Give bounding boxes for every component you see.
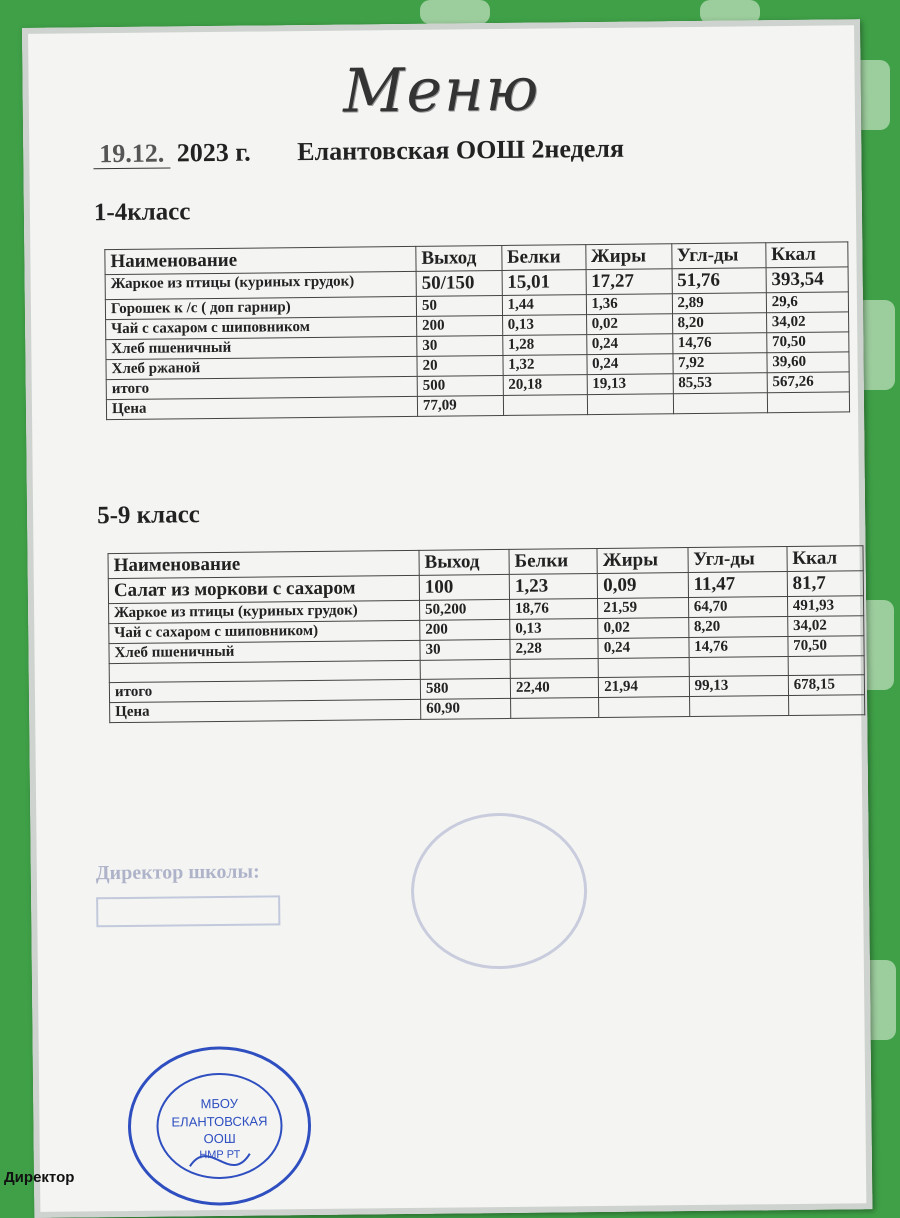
menu-title: Меню bbox=[342, 54, 541, 127]
column-header: Наименование bbox=[108, 550, 419, 578]
value-cell: 20 bbox=[417, 355, 503, 376]
value-cell: 8,20 bbox=[688, 617, 787, 638]
column-header: Белки bbox=[509, 549, 598, 575]
faint-stamp-box bbox=[96, 895, 280, 927]
item-name-cell: Чай с сахаром с шиповником bbox=[106, 316, 417, 339]
value-cell: 21,59 bbox=[598, 598, 689, 619]
value-cell bbox=[598, 658, 689, 678]
menu-year: 2023 г. bbox=[176, 137, 251, 168]
value-cell: 22,40 bbox=[510, 677, 598, 698]
faint-director-text: Директор школы: bbox=[95, 860, 260, 885]
value-cell bbox=[420, 659, 510, 679]
column-header: Выход bbox=[419, 549, 509, 575]
column-header: Ккал bbox=[766, 242, 849, 268]
value-cell: 34,02 bbox=[766, 312, 848, 333]
menu-table-1-4 bbox=[104, 241, 850, 420]
item-name-cell: Хлеб пшеничный bbox=[109, 640, 420, 663]
value-cell bbox=[587, 394, 673, 415]
value-cell: 0,13 bbox=[510, 619, 598, 640]
value-cell: 580 bbox=[420, 678, 510, 699]
value-cell: 50,200 bbox=[420, 599, 510, 620]
item-name-cell: Салат из моркови с сахаром bbox=[108, 575, 419, 603]
value-cell: 51,76 bbox=[672, 268, 766, 294]
value-cell: 0,13 bbox=[502, 315, 586, 336]
value-cell: 0,24 bbox=[586, 354, 672, 375]
header-line bbox=[93, 134, 624, 170]
value-cell: 1,23 bbox=[509, 574, 598, 600]
value-cell: 70,50 bbox=[766, 332, 848, 353]
value-cell bbox=[510, 658, 598, 678]
value-cell: 64,70 bbox=[688, 597, 787, 618]
value-cell bbox=[788, 695, 864, 716]
value-cell: 200 bbox=[417, 315, 503, 336]
column-header: Наименование bbox=[105, 246, 416, 274]
value-cell: 11,47 bbox=[688, 572, 787, 598]
faint-round-stamp bbox=[410, 812, 588, 970]
value-cell: 81,7 bbox=[787, 571, 864, 597]
item-name-cell: Чай с сахаром с шиповником) bbox=[109, 620, 420, 643]
value-cell: 99,13 bbox=[689, 676, 788, 697]
value-cell: 7,92 bbox=[672, 353, 766, 374]
value-cell: 1,36 bbox=[586, 294, 672, 315]
background-pattern bbox=[420, 0, 490, 24]
column-header: Выход bbox=[416, 245, 502, 271]
value-cell: 29,6 bbox=[766, 292, 848, 313]
round-stamp bbox=[119, 1035, 321, 1207]
item-name-cell: Цена bbox=[110, 699, 421, 722]
column-header: Жиры bbox=[585, 244, 671, 270]
value-cell: 50 bbox=[416, 295, 502, 316]
column-header: Угл-ды bbox=[688, 547, 787, 573]
value-cell bbox=[599, 697, 690, 718]
value-cell: 30 bbox=[417, 335, 503, 356]
value-cell: 2,28 bbox=[510, 638, 598, 659]
value-cell: 30 bbox=[420, 639, 510, 660]
value-cell: 2,89 bbox=[672, 293, 766, 314]
value-cell: 19,13 bbox=[587, 374, 673, 395]
value-cell: 15,01 bbox=[502, 270, 586, 296]
value-cell: 678,15 bbox=[788, 675, 864, 696]
menu-table-5-9 bbox=[108, 545, 866, 723]
value-cell: 200 bbox=[420, 619, 510, 640]
value-cell: 500 bbox=[417, 375, 503, 396]
item-name-cell: итого bbox=[106, 376, 417, 399]
value-cell: 0,24 bbox=[586, 334, 672, 355]
section-title-5-9: 5-9 класс bbox=[96, 501, 200, 530]
value-cell: 18,76 bbox=[510, 599, 598, 620]
value-cell: 50/150 bbox=[416, 270, 502, 296]
menu-sheet bbox=[22, 19, 872, 1218]
column-header: Ккал bbox=[787, 546, 864, 572]
director-label: Директор bbox=[4, 1169, 75, 1186]
value-cell: 60,90 bbox=[421, 698, 511, 719]
item-name-cell: Горошек к /с ( доп гарнир) bbox=[105, 296, 416, 319]
value-cell: 0,24 bbox=[598, 638, 689, 659]
item-name-cell: итого bbox=[109, 679, 420, 702]
value-cell: 14,76 bbox=[689, 637, 788, 658]
stamp-abbr: ООШ bbox=[203, 1130, 236, 1147]
value-cell bbox=[689, 696, 788, 717]
value-cell: 393,54 bbox=[766, 267, 849, 293]
value-cell: 17,27 bbox=[586, 269, 672, 295]
value-cell: 0,02 bbox=[598, 618, 689, 639]
stamp-name: ЕЛАНТОВСКАЯ bbox=[171, 1113, 268, 1130]
value-cell: 1,44 bbox=[502, 295, 586, 316]
value-cell: 20,18 bbox=[503, 375, 587, 396]
value-cell: 34,02 bbox=[787, 616, 863, 637]
value-cell: 77,09 bbox=[417, 395, 503, 416]
menu-date: 19.12. bbox=[93, 138, 170, 169]
value-cell: 8,20 bbox=[672, 313, 766, 334]
value-cell: 70,50 bbox=[788, 636, 864, 657]
column-header: Белки bbox=[501, 245, 585, 271]
value-cell: 491,93 bbox=[787, 596, 863, 617]
value-cell: 85,53 bbox=[673, 373, 767, 394]
value-cell: 100 bbox=[419, 574, 509, 600]
value-cell bbox=[673, 393, 767, 414]
column-header: Угл-ды bbox=[671, 243, 765, 269]
value-cell bbox=[503, 395, 587, 416]
section-title-1-4: 1-4класс bbox=[93, 198, 191, 227]
value-cell bbox=[689, 657, 788, 677]
value-cell: 567,26 bbox=[767, 372, 849, 393]
item-name-cell: Хлеб ржаной bbox=[106, 356, 417, 379]
column-header: Жиры bbox=[597, 548, 688, 574]
value-cell: 0,09 bbox=[598, 573, 689, 599]
school-name: Елантовская ООШ 2неделя bbox=[297, 133, 625, 167]
value-cell: 14,76 bbox=[672, 333, 766, 354]
stamp-region: НМР РТ bbox=[199, 1148, 241, 1162]
value-cell bbox=[767, 392, 849, 413]
value-cell: 21,94 bbox=[599, 677, 690, 698]
item-name-cell: Цена bbox=[106, 396, 417, 419]
value-cell: 0,02 bbox=[586, 314, 672, 335]
item-name-cell: Жаркое из птицы (куриных грудок) bbox=[109, 600, 420, 623]
stamp-org: МБОУ bbox=[200, 1095, 239, 1112]
value-cell bbox=[788, 656, 864, 676]
value-cell: 1,28 bbox=[502, 335, 586, 356]
value-cell bbox=[511, 697, 599, 718]
item-name-cell: Жаркое из птицы (куриных грудок) bbox=[105, 271, 416, 299]
value-cell: 39,60 bbox=[767, 352, 849, 373]
item-name-cell: Хлеб пшеничный bbox=[106, 336, 417, 359]
value-cell: 1,32 bbox=[503, 355, 587, 376]
